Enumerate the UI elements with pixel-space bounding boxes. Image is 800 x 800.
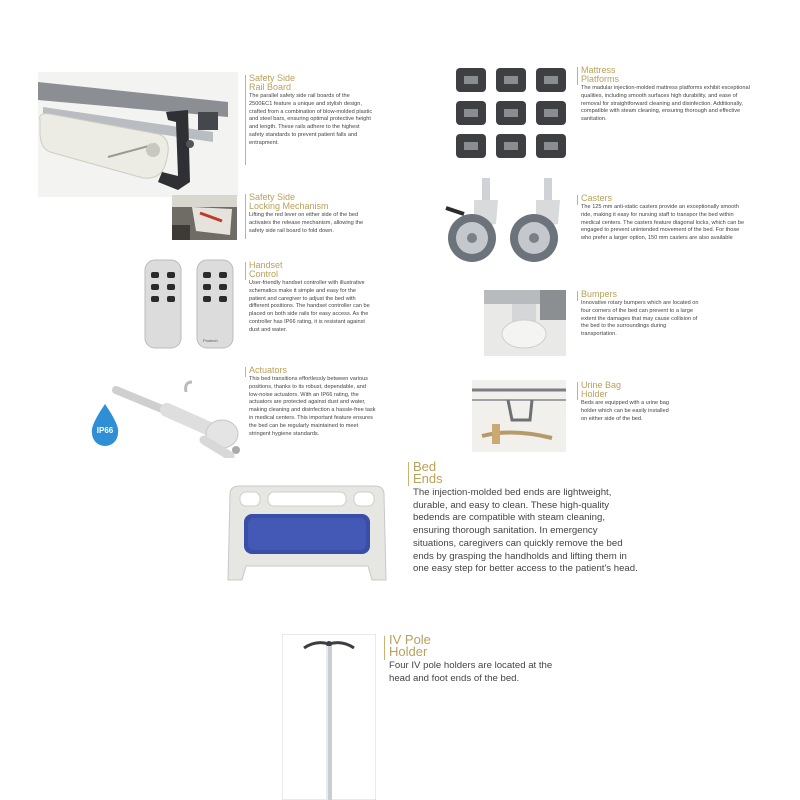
bed-ends-title: Bed Ends [413,459,443,486]
actuators-text: This bed transitions effortlessly between various positions, thanks to its robust, dependable, and low-noise actuators. With an IP66 rating, the actuators are protected against dust and water, making cleaning and disinfection a hassle-free task in medical centers. This important feature ensures the bed can be regularly maintained to meet stringent hygiene standards. [249,376,376,437]
bed-end-image [222,484,392,588]
urine-bag-holder-image [472,380,566,452]
iv-pole-feature [389,634,574,685]
ip66-badge-label: IP66 [96,426,114,435]
ip66-badge-icon [88,402,122,448]
bumpers-feature [581,290,701,339]
urine-feature [581,381,676,423]
bed-ends-text: The injection-molded bed ends are lightweight, durable, and easy to clean. These high-quality bedends are compatible with steam cleaning, ensuring thorough sanitation. In emergency situations, caregivers can quickly remove the bed ends by grasping the handholds and lifting them in one easy step for better access to the patient's head. [413,487,638,575]
actuator-image [112,378,242,458]
handset-feature [249,261,374,335]
handset-brand: Poutech [203,338,218,343]
actuators-title: Actuators [249,365,288,375]
iv-pole-text: Four IV pole holders are located at the head and foot ends of the bed. [389,660,553,684]
safety-rail-text: The parallel safety side rail boards of the 2500EC1 feature a unique and stylish design, crafted from a combination of blow-molded plastic and steel bars, ensuring optimal protective height and length. These rails adhere to the highest safety standards to prevent patient falls and entrapment. [249,93,373,146]
casters-feature [581,194,751,243]
casters-text: The 125 mm anti-static casters provide an exceptionally smooth ride, making it easy for nursing staff to transpor the bed within medical centers. The casters feature diagonal locks, which can be engaged to prevent unintended movement of the bed. For those who prefer a larger option, 150 mm casters are also available [581,204,745,242]
mattress-feature [581,66,751,124]
actuators-feature [249,366,377,438]
locking-title: Safety Side Locking Mechanism [249,192,329,211]
locking-text: Lifting the red lever on either side of the bed activates the release mechanism, allowing the safety side rail board to fold down. [249,212,364,234]
bumpers-image [484,290,566,356]
locking-mechanism-image [172,195,237,240]
handset-text: User-friendly handset controller with illustrative schematics make it simple and easy for the patient and caregiver to adjust the bed with different positions. The handset controller can be placed on both side rails for easy access. As the controller has IP66 rating, it is resistant against dust and water. [249,280,370,333]
mattress-title: Mattress Platforms [581,65,620,84]
handset-title: Handset Control [249,260,283,279]
handset-image [143,258,235,350]
urine-title: Urine Bag Holder [581,380,622,399]
mattress-platforms-image [452,66,570,161]
urine-text: Beds are equipped with a urine bag holder which can be easily installed on either side of the bed. [581,400,670,422]
casters-title: Casters [581,193,613,203]
safety-rail-title: Safety Side Rail Board [249,73,296,92]
safety-rail-image [38,72,238,197]
iv-pole-title: IV Pole Holder [389,632,431,659]
bumpers-text: Innovative rotary bumpers which are located on four corners of the bed can prevent to a large extent the damages that may cause collision of the bed to the surroundings during transportation. [581,300,699,338]
safety-rail-feature [249,74,374,148]
iv-pole-image [282,634,376,800]
locking-feature [249,193,374,235]
mattress-text: The madular injection-molded mattress platforms exhibit exceptional qualities, including smooth surfaces high durability, and ease of removal for straightforward cleaning and disinfection. Additionally, compatible with steam cleaning, ensuring thorough and effective sanitation. [581,85,750,123]
bed-ends-feature [413,461,638,576]
casters-image [444,178,566,264]
bumpers-title: Bumpers [581,289,618,299]
